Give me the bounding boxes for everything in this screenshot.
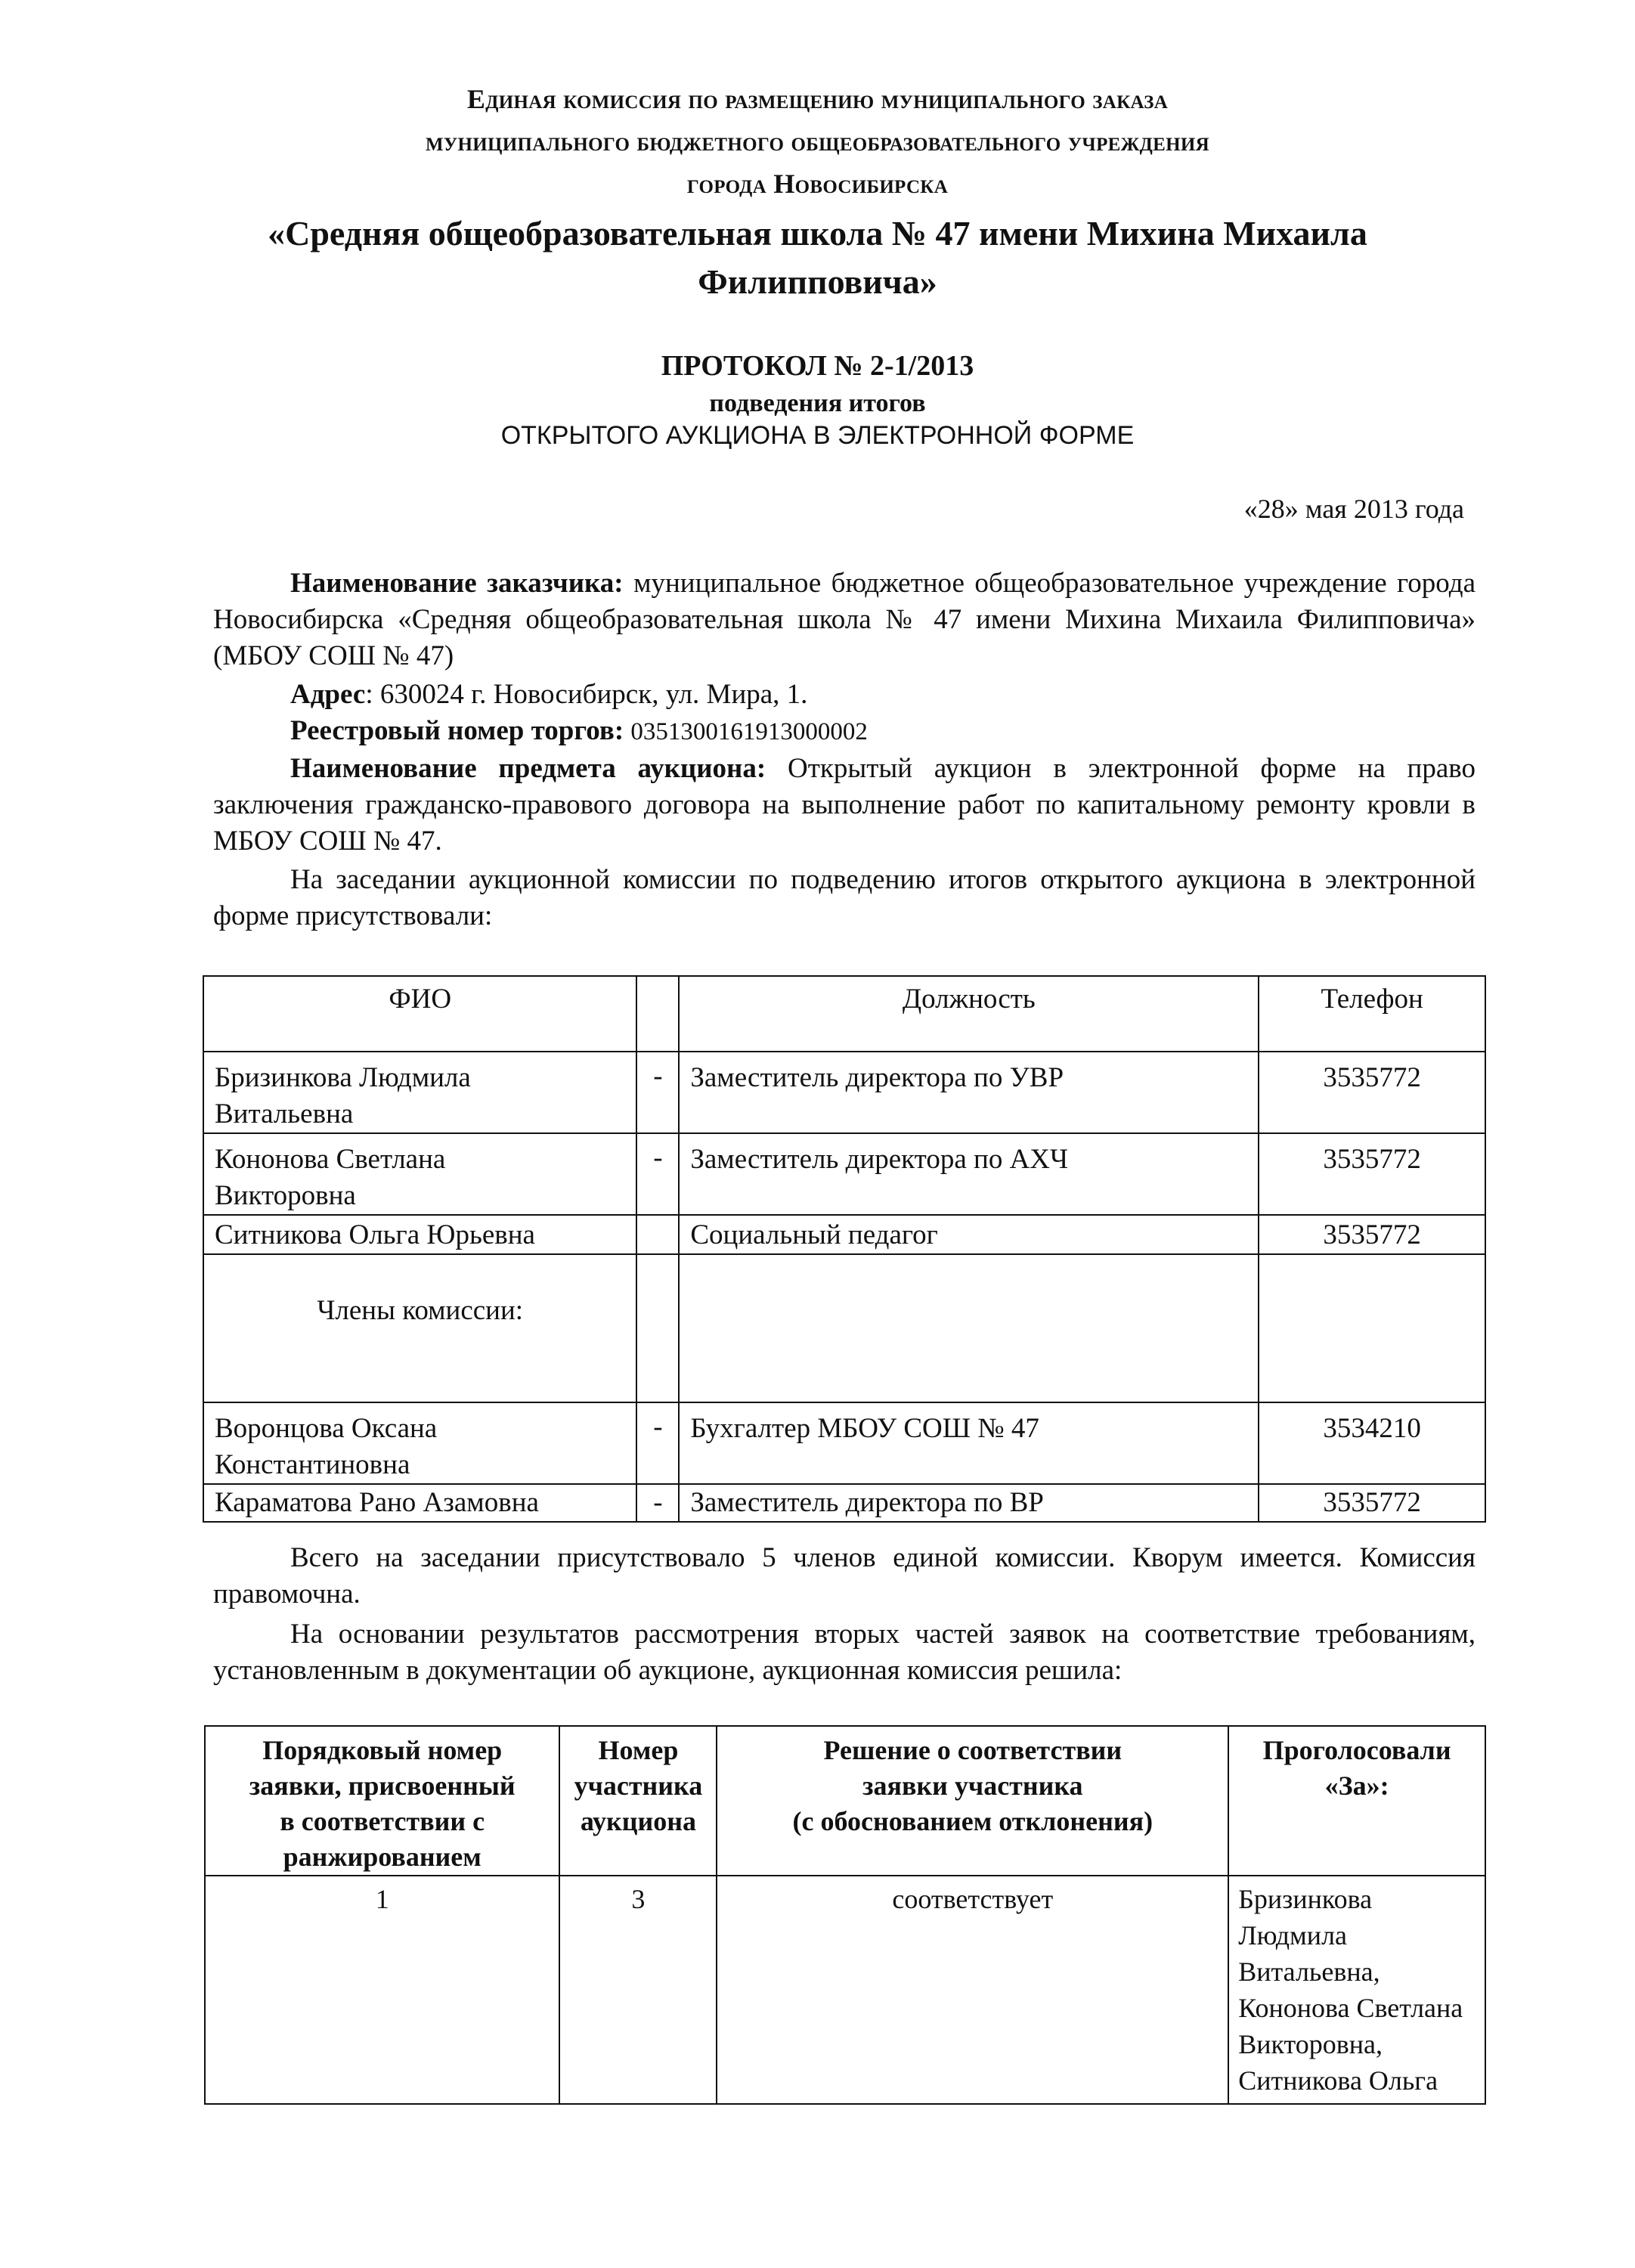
header-voted: [1228, 1726, 1485, 1876]
header-line: заявки, присвоенный: [249, 1771, 516, 1801]
commission-title: Единая комиссия по размещению муниципального заказа: [466, 84, 1169, 114]
quorum-paragraph: Всего на заседании присутствовало 5 членов единой комиссии. Кворум имеется. Комиссия правомочна.: [213, 1542, 1476, 1610]
decision-intro: На основании результатов рассмотрения вторых частей заявок на соответствие требованиям, установленным в документации об аукционе, аукционная комиссия решила:: [213, 1619, 1476, 1686]
institution-type: муниципального бюджетного общеобразовательного учреждения: [426, 126, 1209, 156]
registry-number: 0351300161913000002: [630, 718, 868, 745]
member-name: [203, 1402, 636, 1484]
header-position: Должность: [679, 976, 1259, 1052]
member-phone: 3534210: [1259, 1402, 1485, 1484]
header-line: «За»:: [1324, 1771, 1389, 1801]
subject-paragraph: [213, 751, 1476, 860]
header-participant-number: [559, 1726, 717, 1876]
member-position: Бухгалтер МБОУ СОШ № 47: [679, 1402, 1259, 1484]
member-phone: 3535772: [1259, 1484, 1485, 1522]
school-name-line1: «Средняя общеобразовательная школа № 47 имени Михина Михаила: [268, 214, 1367, 253]
member-name-line: Константиновна: [215, 1449, 410, 1480]
empty-cell: [679, 1254, 1259, 1402]
table-row: [203, 1402, 1485, 1484]
voter-line: Кононова Светлана: [1238, 1993, 1463, 2023]
member-dash: -: [636, 1133, 679, 1215]
header-rank: [205, 1726, 559, 1876]
table-row: [203, 1215, 1485, 1254]
member-name: [203, 1052, 636, 1133]
voter-line: Бризинкова: [1238, 1884, 1373, 1914]
protocol-title: ПРОТОКОЛ № 2-1/2013: [661, 350, 974, 382]
member-name: Караматова Рано Азамовна: [203, 1484, 636, 1522]
header-line: аукциона: [580, 1806, 696, 1836]
school-name-line2: Филипповича»: [698, 262, 937, 301]
subject-text: Открытый аукцион в электронной форме на право заключения гражданско-правового договора на выполнение работ по капитальному ремонту кровли в МБОУ СОШ № 47.: [213, 753, 1476, 857]
member-name-line: Кононова Светлана: [215, 1144, 446, 1175]
member-phone: 3535772: [1259, 1215, 1485, 1254]
auction-type: ОТКРЫТОГО АУКЦИОНА В ЭЛЕКТРОННОЙ ФОРМЕ: [500, 421, 1135, 450]
member-dash: -: [636, 1484, 679, 1522]
member-name: [203, 1133, 636, 1215]
voter-line: Ситникова Ольга: [1238, 2065, 1438, 2096]
table-row: [203, 1484, 1485, 1522]
result-participant-number: 3: [559, 1876, 717, 2104]
header-line: Проголосовали: [1262, 1735, 1451, 1765]
registry-line: [290, 714, 868, 747]
header-line: (с обоснованием отклонения): [792, 1806, 1153, 1836]
result-decision: соответствует: [717, 1876, 1228, 2104]
header-dash: [636, 976, 679, 1052]
member-dash: -: [636, 1052, 679, 1133]
member-dash: -: [636, 1402, 679, 1484]
members-label: Члены комиссии:: [203, 1254, 636, 1402]
member-phone: 3535772: [1259, 1052, 1485, 1133]
empty-cell: [636, 1254, 679, 1402]
address-text: : 630024 г. Новосибирск, ул. Мира, 1.: [365, 679, 808, 710]
result-rank: 1: [205, 1876, 559, 2104]
customer-text: муниципальное бюджетное общеобразовательное учреждение города Новосибирска «Средняя общеобразовательная школа № 47 имени Михина Михаила Филипповича» (МБОУ СОШ № 47): [213, 568, 1476, 671]
member-position: Социальный педагог: [679, 1215, 1259, 1254]
header-line: заявки участника: [862, 1771, 1083, 1801]
protocol-subtitle: подведения итогов: [709, 389, 926, 417]
members-label-row: [203, 1254, 1485, 1402]
member-name-line: Воронцова Оксана: [215, 1413, 438, 1444]
header-line: Номер: [598, 1735, 679, 1765]
members-table: [203, 975, 1486, 1523]
voter-line: Людмила: [1238, 1920, 1348, 1950]
header-decision: [717, 1726, 1228, 1876]
result-voted: [1228, 1876, 1485, 2104]
table-row: [203, 1052, 1485, 1133]
member-dash: [636, 1215, 679, 1254]
header-line: в соответствии с: [280, 1806, 485, 1836]
protocol-date: «28» мая 2013 года: [1243, 494, 1464, 524]
results-table: [204, 1725, 1486, 2105]
header-phone: Телефон: [1259, 976, 1485, 1052]
member-phone: 3535772: [1259, 1133, 1485, 1215]
member-name-line: Викторовна: [215, 1180, 356, 1211]
voter-line: Викторовна,: [1238, 2029, 1383, 2059]
member-name-line: Бризинкова Людмила: [215, 1062, 471, 1093]
member-position: Заместитель директора по АХЧ: [679, 1133, 1259, 1215]
member-name-line: Витальевна: [215, 1098, 354, 1129]
member-position: Заместитель директора по УВР: [679, 1052, 1259, 1133]
city-name: города Новосибирска: [686, 169, 949, 199]
registry-label: Реестровый номер торгов:: [290, 715, 624, 746]
attendance-paragraph: На заседании аукционной комиссии по подведению итогов открытого аукциона в электронной форме присутствовали:: [213, 864, 1476, 931]
header-name: ФИО: [203, 976, 636, 1052]
members-table-header: [203, 976, 1485, 1052]
header-line: Порядковый номер: [262, 1735, 503, 1765]
address-line: [290, 678, 807, 711]
customer-paragraph: [213, 565, 1476, 674]
customer-label: Наименование заказчика:: [290, 568, 624, 599]
member-position: Заместитель директора по ВР: [679, 1484, 1259, 1522]
results-table-header: [205, 1726, 1485, 1876]
empty-cell: [1259, 1254, 1485, 1402]
subject-label: Наименование предмета аукциона:: [290, 753, 766, 784]
header-line: участника: [574, 1771, 703, 1801]
header-line: ранжированием: [283, 1842, 482, 1872]
table-row: [203, 1133, 1485, 1215]
header-line: Решение о соответствии: [823, 1735, 1123, 1765]
address-label: Адрес: [290, 679, 366, 710]
table-row: [205, 1876, 1485, 2104]
voter-line: Витальевна,: [1238, 1957, 1380, 1987]
member-name: Ситникова Ольга Юрьевна: [203, 1215, 636, 1254]
